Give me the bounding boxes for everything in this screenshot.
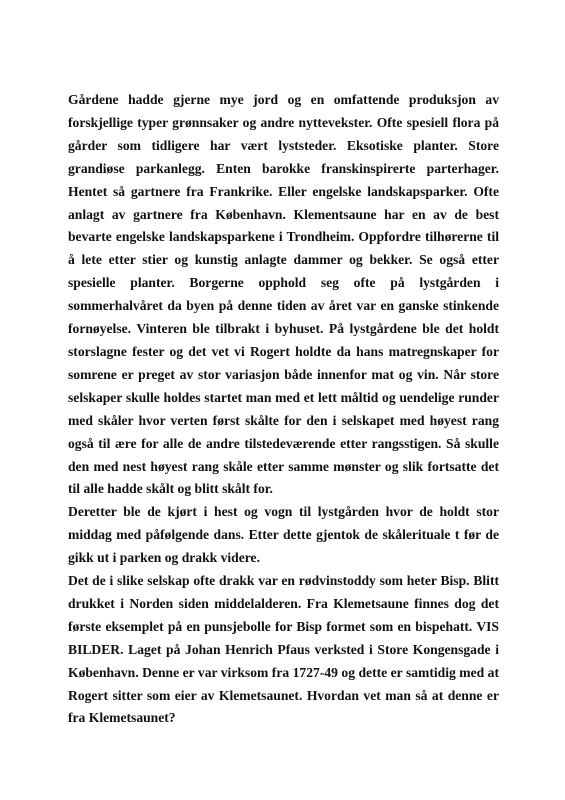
paragraph-1: Gårdene hadde gjerne mye jord og en omfattende produksjon av forskjellige typer grønnsaker og andre nyttevekster. Ofte spesiell flora på gårder som tidligere har vært lyststeder. Eksotiske planter. Store grandiøse parkanlegg. Enten barokke franskinspirerte parterhager. Hentet så gartnere fra Frankrike. Eller engelske landskapsparker. Ofte anlagt av gartnere fra København. Klementsaune har en av de best bevarte engelske landskapsparkene i Trondheim. Oppfordre tilhørerne til å lete etter stier og kunstig anlagte dammer og bekker. Se også etter spesielle planter. Borgerne opphold seg ofte på lystgården i sommerhalvåret da byen på denne tiden av året var en ganske stinkende fornøyelse. Vinteren ble tilbrakt i byhuset. På lystgårdene ble det holdt storslagne fester og det vet vi Rogert holdte da hans matregnskaper for somrene er preget av stor variasjon både innenfor mat og vin. Når store selskaper skulle holdes startet man med et lett måltid og uendelige runder med skåler hvor verten først skålte for den i selskapet med høyest rang også til ære for alle de andre tilstedeværende etter rangsstigen. Så skulle den med nest høyest rang skåle etter samme mønster og slik fortsatte det til alle hadde skålt og blitt skålt for. <box>68 92 499 497</box>
body-text <box>68 89 499 730</box>
paragraph-3: Det de i slike selskap ofte drakk var en rødvinstoddy som heter Bisp. Blitt drukket i Norden siden middelalderen. Fra Klemetsaune finnes dog det første eksemplet på en punsjebolle for Bisp formet som en bispehatt. VIS BILDER. Laget på Johan Henrich Pfaus verksted i Store Kongensgade i København. Denne er var virksom fra 1727-49 og dette er samtidig med at Rogert sitter som eier av Klemetsaunet. Hvordan vet man så at denne er fra Klemetsaunet? <box>68 573 499 726</box>
paragraph-2: Deretter ble de kjørt i hest og vogn til lystgården hvor de holdt stor middag med påfølgende dans. Etter dette gjentok de skålerituale t før de gikk ut i parken og drakk videre. <box>68 504 499 566</box>
